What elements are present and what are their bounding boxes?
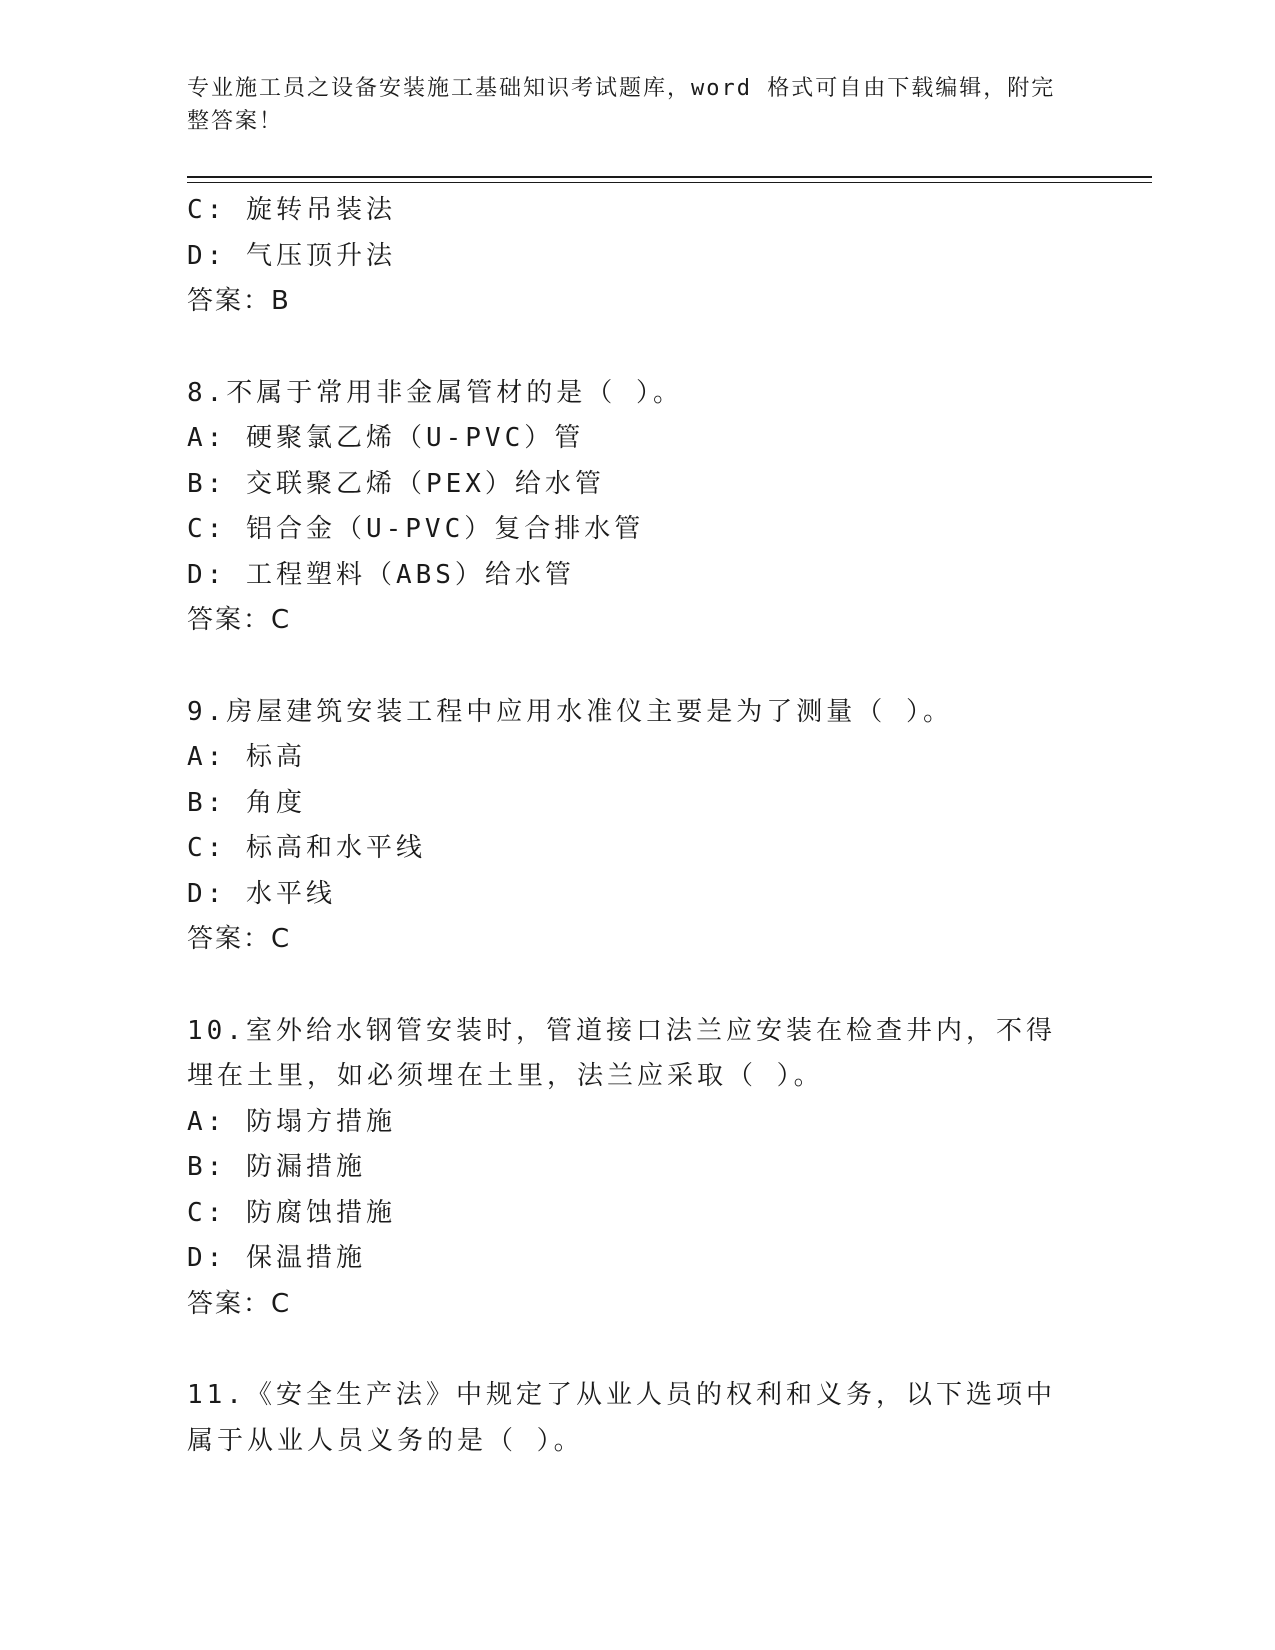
question-text: 9.房屋建筑安装工程中应用水准仪主要是为了测量（ ）。: [187, 696, 953, 727]
question-text: 10.室外给水钢管安装时，管道接口法兰应安装在检查井内，不得埋在土里，如必须埋在土里，法兰应采取（ ）。: [187, 1015, 1056, 1091]
answer-line: 答案：C: [187, 924, 292, 954]
option-line: D: 工程塑料（ABS）给水管: [187, 559, 575, 590]
option-line: A: 标高: [187, 742, 306, 772]
answer-line: 答案：C: [187, 1288, 292, 1319]
option-line: C: 防腐蚀措施: [187, 1197, 396, 1228]
option-line: B: 角度: [187, 787, 306, 818]
option-line: D: 保温措施: [187, 1243, 366, 1273]
option-line: D: 水平线: [187, 878, 336, 909]
answer-line: 答案：C: [187, 605, 292, 635]
answer-line: 答案：B: [187, 286, 291, 316]
option-line: C: 标高和水平线: [187, 833, 426, 863]
option-line: B: 防漏措施: [187, 1152, 366, 1182]
option-line: A: 硬聚氯乙烯（U-PVC）管: [187, 423, 585, 453]
header-divider-thick: [187, 176, 1152, 178]
document-header: 专业施工员之设备安装施工基础知识考试题库，word 格式可自由下载编辑，附完整答案！: [187, 76, 1056, 134]
option-line: A: 防塌方措施: [187, 1106, 396, 1137]
question-text: 11.《安全生产法》中规定了从业人员的权利和义务，以下选项中属于从业人员义务的是（ ）。: [187, 1380, 1056, 1456]
option-line: B: 交联聚乙烯（PEX）给水管: [187, 468, 605, 499]
option-line: C: 铝合金（U-PVC）复合排水管: [187, 514, 645, 544]
header-divider-thin: [187, 182, 1152, 183]
option-line: C: 旋转吊装法: [187, 195, 396, 225]
option-line: D: 气压顶升法: [187, 240, 396, 271]
question-text: 8.不属于常用非金属管材的是（ ）。: [187, 377, 683, 408]
question-content: [187, 188, 1087, 1464]
